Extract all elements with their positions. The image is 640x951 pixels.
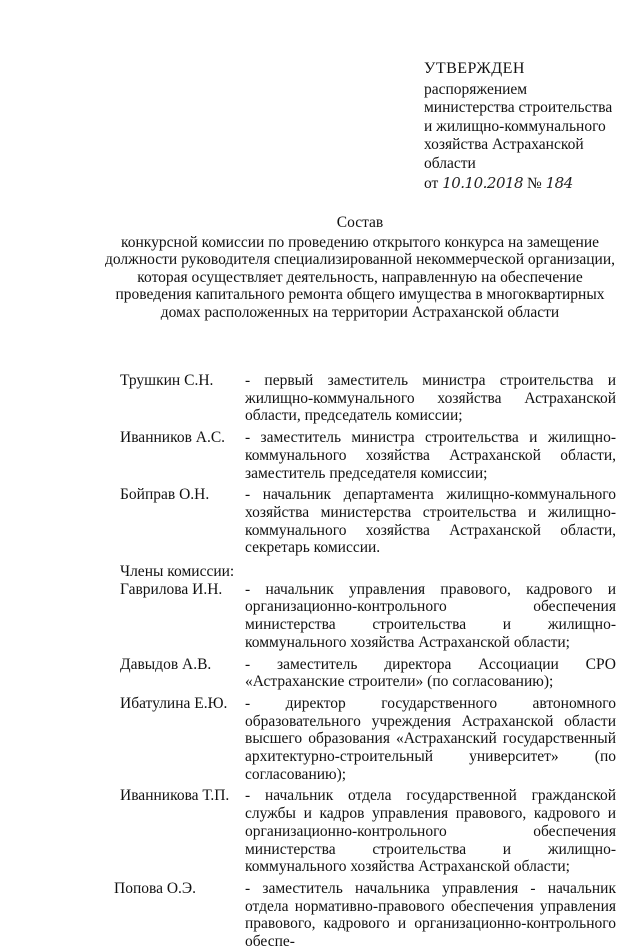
member-name: Иванников А.С.	[120, 429, 226, 447]
member-role: - начальник управления правового, кадрового и организационно-контрольного обеспечения министерства строительства и жилищно-коммунального хозяйства Астраханской области;	[245, 580, 616, 651]
member-role: - начальник департамента жилищно-коммунального хозяйства министерства строительства и жилищно-коммунального хозяйства Астраханской области, секретарь комиссии.	[245, 486, 616, 557]
document-title: Состав	[336, 214, 384, 231]
member-name: Бойправ О.Н.	[120, 486, 210, 504]
member-row	[120, 372, 616, 425]
document-heading	[100, 214, 620, 322]
member-row	[120, 581, 616, 652]
member-role: - первый заместитель министра строительства и жилищно-коммунального хозяйства Астраханской области, председатель комиссии;	[245, 372, 616, 425]
commission-list	[114, 372, 616, 951]
member-name: Ибатулина Е.Ю.	[120, 694, 228, 712]
member-role: - заместитель министра строительства и жилищно-коммунального хозяйства Астраханской области, заместитель председателя комиссии;	[245, 429, 616, 482]
document-subtitle: конкурсной комиссии по проведению открытого конкурса на замещение должности руководителя специализированной некоммерческой организации, которая осуществляет деятельность, направленную на обеспечение проведения капитального ремонта общего имущества в многоквартирных домах расположенных на территории Астраханской области	[104, 233, 616, 321]
members-heading: Члены комиссии:	[120, 563, 235, 581]
member-row	[120, 787, 616, 876]
handwritten-date: 10.10.2018	[442, 174, 524, 192]
member-row	[114, 879, 616, 951]
member-role: - директор государственного автономного образовательного учреждения Астраханской области высшего образования «Астраханский государственный архитектурно-строительный университет» (по согласованию);	[245, 694, 616, 783]
handwritten-number: 184	[545, 174, 573, 192]
member-name: Попова О.Э.	[114, 879, 197, 897]
member-row	[120, 486, 616, 557]
member-row	[120, 656, 616, 691]
member-name: Гаврилова И.Н.	[120, 580, 223, 598]
approval-line: области	[424, 154, 476, 172]
approval-line: министерства строительства	[424, 99, 613, 116]
member-name: Давыдов А.В.	[120, 655, 212, 673]
member-name: Трушкин С.Н.	[120, 372, 214, 389]
approval-line: хозяйства Астраханской	[424, 136, 584, 153]
date-prefix: от	[424, 175, 439, 192]
approval-line: и жилищно-коммунального	[424, 117, 606, 135]
member-role: - заместитель директора Ассоциации СРО «Астраханские строители» (по согласованию);	[245, 655, 616, 691]
member-row	[120, 695, 616, 784]
approval-line: распоряжением	[424, 80, 528, 98]
member-name: Иванникова Т.П.	[120, 787, 230, 805]
approval-block	[424, 60, 624, 194]
approval-date-line	[424, 174, 624, 194]
member-row	[120, 429, 616, 482]
member-role: - заместитель начальника управления - начальник отдела нормативно-правового обеспечения управления правового, кадрового и организационно-контрольного обеспе-	[245, 879, 616, 951]
number-label: №	[526, 175, 542, 192]
approval-title: УТВЕРЖДЕН	[424, 60, 525, 77]
member-role: - начальник отдела государственной гражданской службы и кадров управления правового, кадрового и организационно-контрольного обеспечения министерства строительства и жилищно-коммунального хозяйства Астраханской области;	[245, 787, 616, 876]
